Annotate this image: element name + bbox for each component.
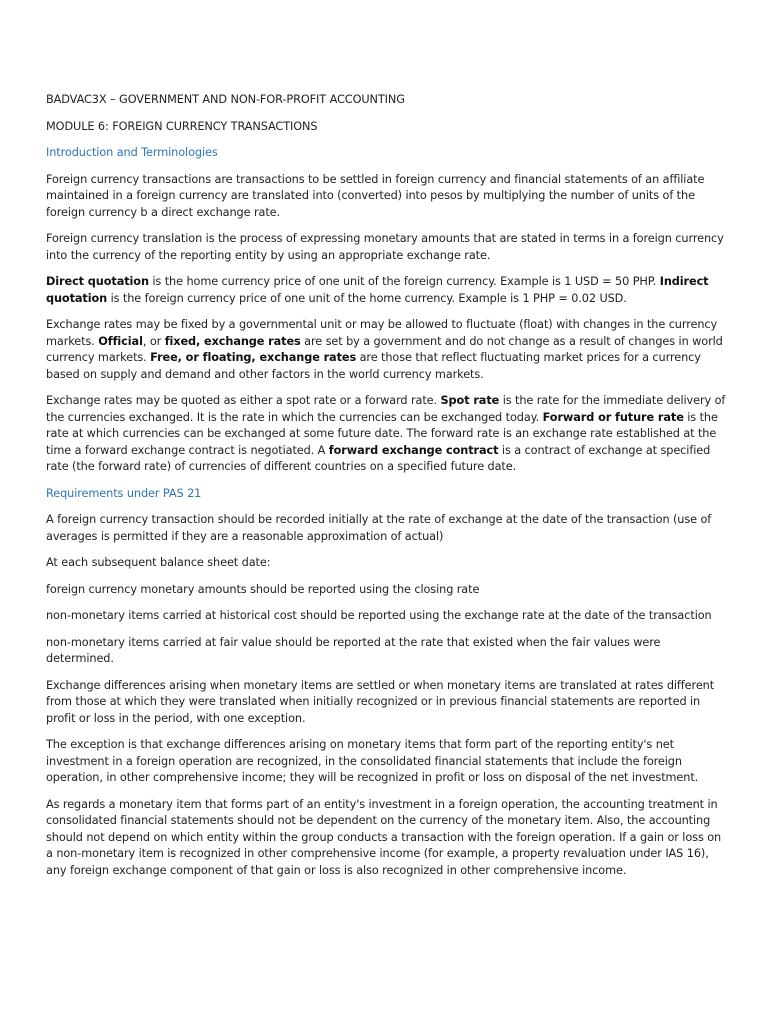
course-title: BADVAC3X – GOVERNMENT AND NON-FOR-PROFIT ACCOUNTING	[46, 93, 405, 106]
text-run: is the rate at which currencies can be exchanged at some future date. The forward rate is an exchange rate established at the time a forward exchange contract is negotiated. A	[46, 410, 718, 457]
text-run: are set by a government and do not change as a result of changes in world currency markets.	[46, 334, 723, 364]
text-run: Exchange rates may be fixed by a governmental unit or may be allowed to fluctuate (float) with changes in the currency markets.	[46, 318, 718, 348]
paragraph-subsequent-date: At each subsequent balance sheet date:	[46, 556, 271, 569]
term-indirect-quotation: Indirect quotation	[46, 275, 709, 305]
paragraph-historical-cost: non-monetary items carried at historical cost should be reported using the exchange rate at the date of the transaction	[46, 609, 712, 622]
paragraph-exception: The exception is that exchange differences arising on monetary items that form part of the reporting entity's net investment in a foreign operation are recognized, in the consolidated financial statements that include the foreign operation, in other comprehensive income; they will be recognized in profit or loss on disposal of the net investment.	[46, 738, 699, 784]
paragraph-foreign-currency-transactions: Foreign currency transactions are transactions to be settled in foreign currency and financial statements of an affiliate maintained in a foreign currency are translated into (converted) into pesos by multiplying the number of units of the foreign currency b a direct exchange rate.	[46, 172, 705, 219]
paragraph-exchange-differences: Exchange differences arising when monetary items are settled or when monetary items are translated at rates different from those at which they were translated when initially recognized or in previous financial statements are reported in profit or loss in the period, with one exception.	[46, 678, 715, 725]
paragraph-spot-forward-rates	[46, 393, 726, 476]
text-run: is a contract of exchange at specified rate (the forward rate) of currencies of different countries on a specified future date.	[46, 443, 711, 473]
term-fixed-exchange-rates: fixed, exchange rates	[164, 334, 301, 348]
term-official: Official	[98, 334, 143, 348]
term-forward-rate: Forward or future rate	[542, 410, 684, 424]
text-run: are those that reflect fluctuating market prices for a currency based on supply and demand and other factors in the world currency markets.	[46, 351, 701, 381]
section-heading-pas21: Requirements under PAS 21	[46, 486, 202, 500]
paragraph-foreign-currency-translation: Foreign currency translation is the process of expressing monetary amounts that are stated in terms in a foreign currency into the currency of the reporting entity by using an appropriate exchange rate.	[46, 232, 724, 262]
paragraph-net-investment: As regards a monetary item that forms part of an entity's investment in a foreign operation, the accounting treatment in consolidated financial statements should not be dependent on the currency of the monetary item. Also, the accounting should not depend on which entity within the group conducts a transaction with the foreign operation. If a gain or loss on a non-monetary item is recognized in other comprehensive income (for example, a property revaluation under IAS 16), any foreign exchange component of that gain or loss is also recognized in other comprehensive income.	[46, 797, 722, 877]
text-run: is the rate for the immediate delivery of the currencies exchanged. It is the rate in which the currencies can be exchanged today.	[46, 394, 726, 424]
term-floating-exchange-rates: Free, or floating, exchange rates	[150, 351, 357, 364]
paragraph-fair-value: non-monetary items carried at fair value should be reported at the rate that existed when the fair values were determined.	[46, 635, 661, 665]
paragraph-monetary-closing-rate: foreign currency monetary amounts should be reported using the closing rate	[46, 582, 480, 596]
text-run: is the home currency price of one unit of the foreign currency. Example is 1 USD = 50 PHP.	[148, 275, 660, 288]
paragraph-initial-recognition: A foreign currency transaction should be recorded initially at the rate of exchange at the date of the transaction (use of averages is permitted if they are a reasonable approximation of actual)	[46, 513, 712, 543]
paragraph-exchange-rate-types	[46, 317, 726, 383]
term-spot-rate: Spot rate	[440, 394, 500, 407]
module-title: MODULE 6: FOREIGN CURRENCY TRANSACTIONS	[46, 119, 318, 133]
text-run: , or	[142, 334, 165, 348]
section-heading-intro: Introduction and Terminologies	[46, 146, 218, 159]
text-run: Exchange rates may be quoted as either a spot rate or a forward rate.	[46, 394, 441, 407]
paragraph-quotations	[46, 274, 726, 307]
document-body	[46, 92, 726, 889]
term-forward-exchange-contract: forward exchange contract	[328, 443, 499, 457]
term-direct-quotation: Direct quotation	[46, 275, 149, 288]
text-run: is the foreign currency price of one unit of the home currency. Example is 1 PHP = 0.02 USD.	[107, 291, 627, 305]
